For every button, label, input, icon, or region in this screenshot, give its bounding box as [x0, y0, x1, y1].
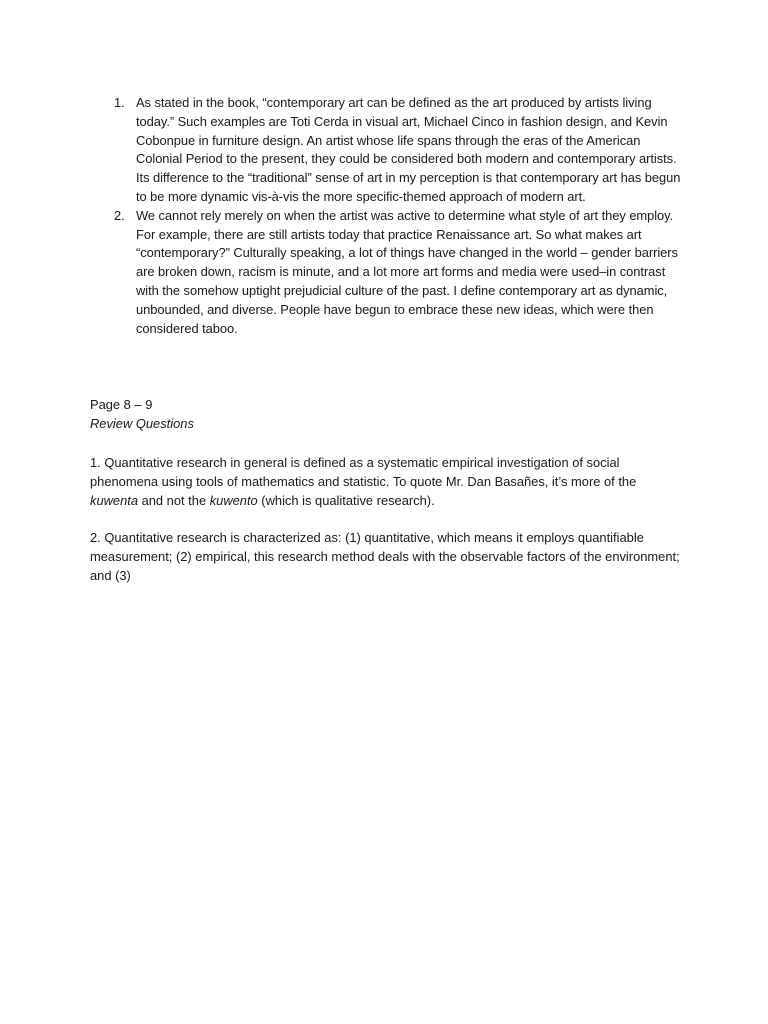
section-subheading: Review Questions [90, 416, 194, 431]
answer-paragraph-2: 2. Quantitative research is characterized as: (1) quantitative, which means it employs quantifiable measurement; (2) empirical, this research method deals with the observable factors of the environment; and (3) [90, 530, 680, 583]
list-item-text: As stated in the book, “contemporary art can be defined as the art produced by artists living today.” Such examples are Toti Cerda in visual art, Michael Cinco in fashion design, and Kevin Cobonpue in furniture design. An artist whose life spans through the eras of the American Colonial Period to the present, they could be considered both modern and contemporary artists. Its difference to the “traditional” sense of art in my perception is that contemporary art has begun to be more dynamic vis-à-vis the more specific-themed approach of modern art. [136, 95, 681, 204]
answer-text: and not the [138, 492, 210, 508]
answer-paragraph-1 [90, 454, 680, 510]
italic-term: kuwento [209, 492, 258, 508]
section-heading: Page 8 – 9 [90, 397, 153, 412]
answer-text: (which is qualitative research). [257, 492, 435, 508]
list-item-1 [90, 94, 690, 207]
answer-text: 1. Quantitative research in general is defined as a systematic empirical investigation of social phenomena using tools of mathematics and statistic. To quote Mr. Dan Basañes, it’s more of the [90, 455, 637, 489]
list-item-2 [90, 207, 690, 339]
list-item-text: We cannot rely merely on when the artist was active to determine what style of art they employ. For example, there are still artists today that practice Renaissance art. So what makes art “contemporary?” Culturally speaking, a lot of things have changed in the world – gender barriers are broken down, racism is minute, and a lot more art forms and media were used–in contrast with the somehow uptight prejudicial culture of the past. I define contemporary art as dynamic, unbounded, and diverse. People have begun to embrace these new ideas, which were then considered taboo. [136, 207, 678, 336]
list-number: 1. [114, 95, 125, 110]
list-number: 2. [114, 207, 125, 223]
numbered-list [90, 94, 690, 338]
italic-term: kuwenta [90, 492, 139, 508]
